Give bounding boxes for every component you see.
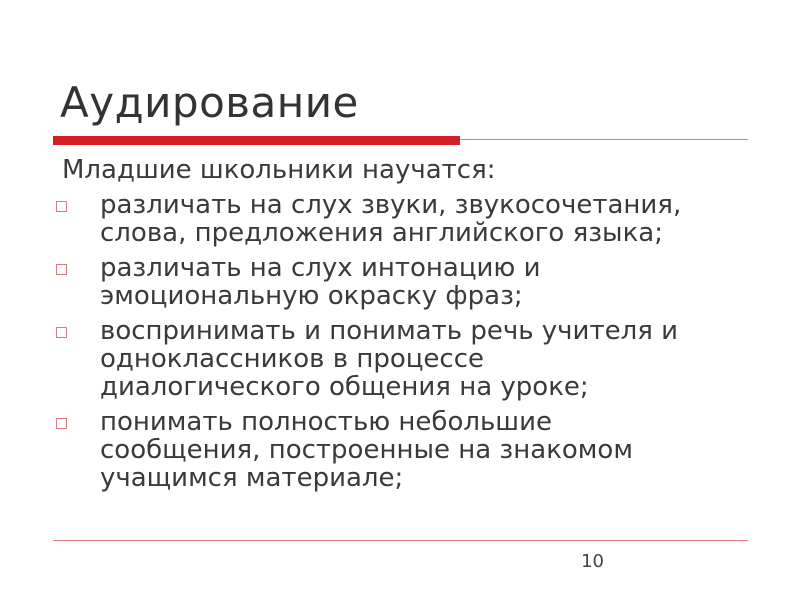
square-bullet-icon	[56, 418, 67, 429]
bullet-text: различать на слух интонацию и эмоциональную окраску фраз;	[100, 253, 541, 311]
bullet-list	[52, 191, 752, 499]
title-underline-accent	[53, 136, 460, 145]
list-item	[52, 254, 752, 310]
square-bullet-icon	[56, 327, 67, 338]
bullet-text: различать на слух звуки, звукосочетания, слова, предложения английского языка;	[100, 190, 682, 248]
bullet-text: воспринимать и понимать речь учителя и одноклассников в процессе диалогического общения на уроке;	[100, 316, 679, 402]
list-item	[52, 317, 752, 401]
slide-intro-text: Младшие школьники научатся:	[62, 155, 496, 185]
list-item	[52, 408, 752, 492]
page-number: 10	[581, 551, 604, 572]
list-item	[52, 191, 752, 247]
slide-title: Аудирование	[60, 78, 359, 127]
square-bullet-icon	[56, 201, 67, 212]
footer-divider	[53, 540, 748, 541]
square-bullet-icon	[56, 264, 67, 275]
title-underline-thin	[460, 139, 748, 140]
bullet-text: понимать полностью небольшие сообщения, построенные на знакомом учащимся материале;	[100, 407, 633, 493]
